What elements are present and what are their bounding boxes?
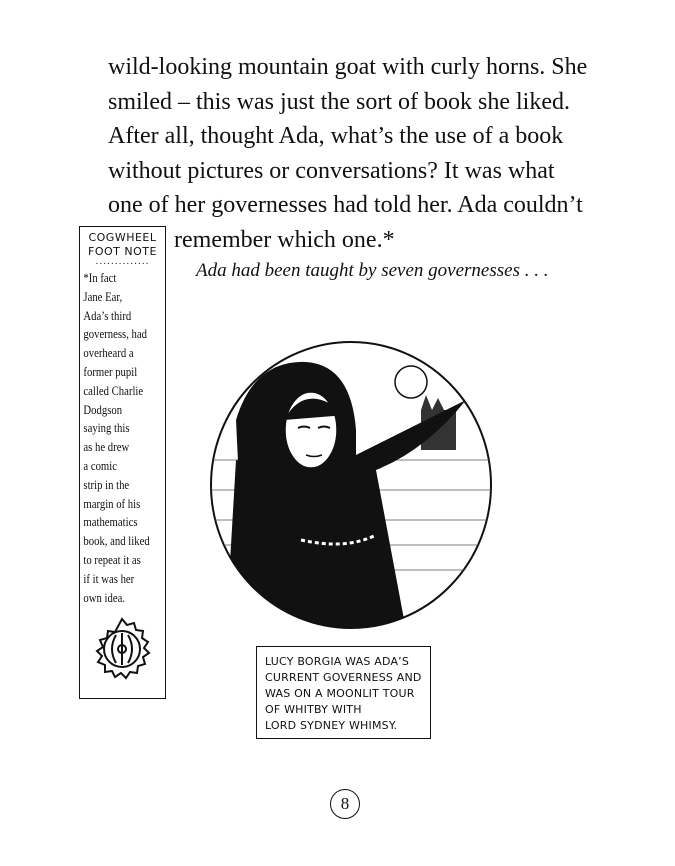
- body-line: remember which one.*: [174, 226, 395, 253]
- body-line: without pictures or conversations? It was what: [108, 157, 555, 184]
- illustration-subtitle: Ada had been taught by seven governesses . . .: [196, 260, 549, 281]
- footnote-text: *In fact Jane Ear, Ada’s third governess, had overheard a former pupil called Charlie Dodgson saying this as he drew a comic strip in the margin of his mathematics book, and liked to repeat it as if it was her own idea.: [83, 271, 150, 605]
- body-line: smiled – this was just the sort of book she liked.: [108, 88, 570, 115]
- body-line: wild-looking mountain goat with curly horns. She: [108, 54, 588, 80]
- cogwheel-icon: [86, 615, 158, 687]
- footnote-title: COGWHEEL FOOT NOTE: [88, 231, 157, 258]
- cogwheel-footnote: [79, 226, 166, 699]
- body-line: After all, thought Ada, what’s the use of a book: [108, 123, 564, 149]
- body-line: one of her governesses had told her. Ada couldn’t: [108, 192, 583, 218]
- footnote-divider: ..............: [95, 257, 150, 267]
- page-number: 8: [330, 789, 360, 819]
- governess-portrait-illustration: [206, 340, 496, 630]
- illustration-caption: LUCY BORGIA WAS ADA’S CURRENT GOVERNESS AND WAS ON A MOONLIT TOUR OF WHITBY WITH LORD SYDNEY WHIMSY.: [256, 646, 431, 739]
- body-text: [108, 50, 588, 257]
